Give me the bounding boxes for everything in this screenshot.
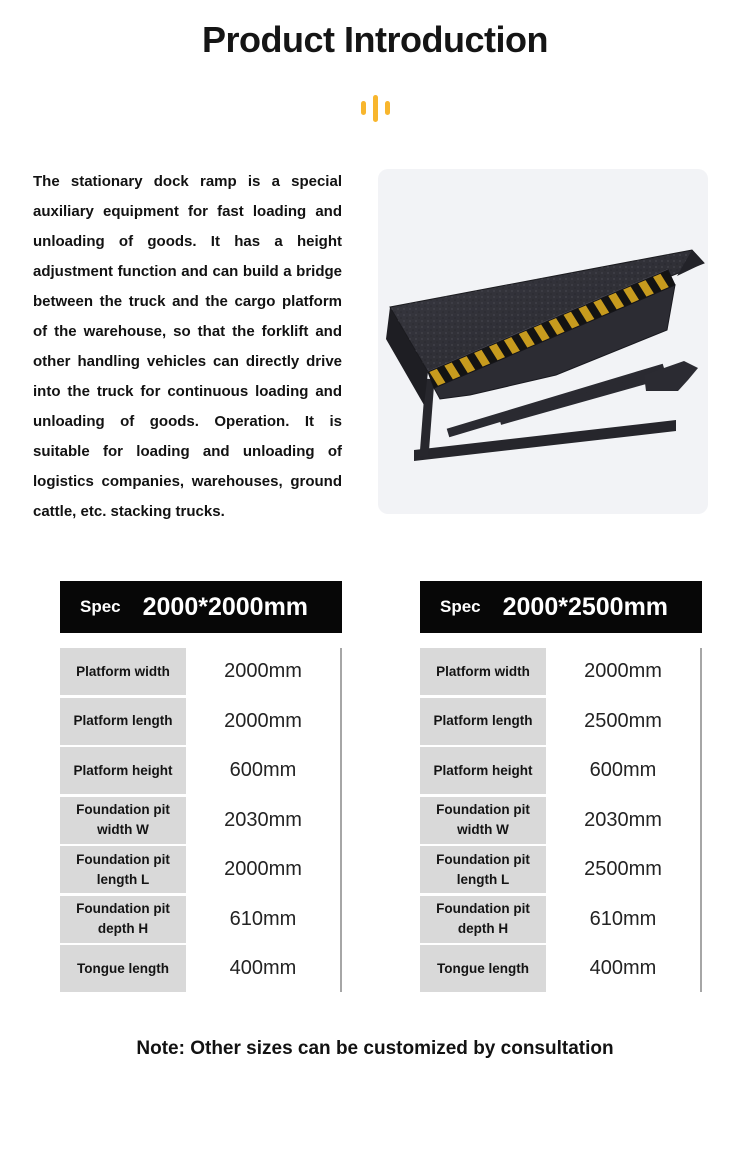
intro-paragraph: The stationary dock ramp is a special auxiliary equipment for fast loading and unloading of goods. It has a height adjustment function and can build a bridge between the truck and the cargo platform of the warehouse, so that the forklift and other handling vehicles can directly drive into the truck for continuous loading and unloading of goods. Operation. It is suitable for loading and unloading of logistics companies, warehouses, ground cattle, etc. stacking trucks. [33,173,342,520]
equalizer-bar-right [385,101,390,115]
spec-table-body [60,648,342,992]
spec-header-label: Spec [80,597,121,616]
spec-row-value: 600mm [229,759,297,781]
spec-row-label: Platform length [420,698,546,745]
spec-row-label: Tongue length [60,945,186,992]
spec-header-label: Spec [440,597,481,616]
dock-ramp-illustration [378,169,708,514]
ramp-right-bracket [644,361,698,391]
table-row [60,797,340,844]
table-row [420,945,700,992]
table-row [60,698,340,745]
product-image [378,169,708,514]
spec-row-value: 2000mm [584,660,662,682]
table-row [420,698,700,745]
spec-row-value: 2000mm [224,660,302,682]
table-row [420,896,700,943]
table-row [60,648,340,695]
equalizer-bar-middle [373,95,378,122]
spec-row-label: Foundation pit length L [60,846,186,893]
spec-row-label: Platform height [60,747,186,794]
spec-table-header [60,581,342,633]
spec-row-value: 2030mm [224,808,302,831]
spec-tables-section [0,581,750,992]
spec-header-size: 2000*2500mm [502,592,669,621]
spec-row-value: 2500mm [584,858,662,880]
equalizer-bar-left [361,101,366,115]
table-row [60,896,340,943]
spec-row-value: 400mm [229,957,297,979]
customization-note: Note: Other sizes can be customized by consultation [136,1038,614,1059]
spec-row-value: 2000mm [224,709,302,732]
page-title: Product Introduction [202,19,548,60]
table-row [420,846,700,893]
spec-row-label: Platform length [60,698,186,745]
table-row [60,747,340,794]
equalizer-bars-icon [0,94,750,122]
spec-row-label: Foundation pit depth H [60,896,186,943]
spec-row-value: 2030mm [584,808,662,831]
spec-row-label: Platform height [420,747,546,794]
intro-section [0,167,750,527]
spec-row-label: Foundation pit length L [420,846,546,893]
spec-table-header [420,581,702,633]
spec-table-2000x2000 [60,581,342,992]
spec-table-body [420,648,702,992]
spec-row-label: Foundation pit width W [420,797,546,844]
spec-row-label: Platform width [420,648,546,695]
spec-row-label: Foundation pit width W [60,797,186,844]
spec-row-value: 600mm [589,759,657,781]
table-row [420,747,700,794]
spec-row-value: 2500mm [584,709,662,732]
table-row [60,846,340,893]
spec-row-value: 610mm [229,907,297,930]
ramp-base-rail [414,420,676,461]
spec-row-label: Tongue length [420,945,546,992]
spec-row-value: 400mm [589,957,657,979]
spec-row-label: Platform width [60,648,186,695]
product-introduction-page [0,18,750,1150]
table-row [420,648,700,695]
spec-row-label: Foundation pit depth H [420,896,546,943]
spec-header-size: 2000*2000mm [142,592,309,621]
table-row [420,797,700,844]
table-row [60,945,340,992]
spec-row-value: 610mm [589,907,657,930]
spec-row-value: 2000mm [224,858,302,880]
spec-table-2000x2500 [420,581,702,992]
